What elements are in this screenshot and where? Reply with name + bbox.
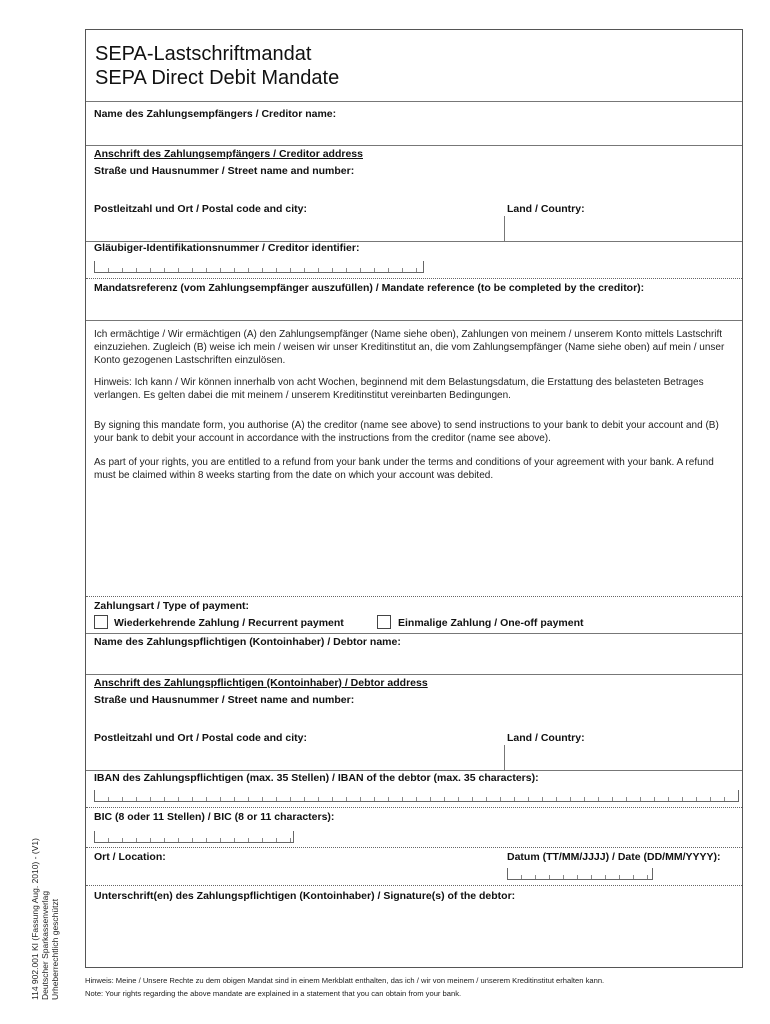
date-input[interactable] (507, 868, 653, 880)
form-title-de: SEPA-Lastschriftmandat (95, 43, 312, 65)
iban-label: IBAN des Zahlungspflichtigen (max. 35 Stellen) / IBAN of the debtor (max. 35 characters): (94, 772, 539, 784)
mandate-reference-label: Mandatsreferenz (vom Zahlungsempfänger auszufüllen) / Mandate reference (to be completed by the creditor): (94, 282, 645, 294)
creditor-postal-label[interactable]: Postleitzahl und Ort / Postal code and city: (94, 203, 307, 215)
date-label: Datum (TT/MM/JJJJ) / Date (DD/MM/YYYY): (507, 851, 721, 863)
mandate-text-en: By signing this mandate form, you authorise (A) the creditor (name see above) to send instructions to your bank to debit your account and (B) your bank to debit your account in accordance with the instructions from the creditor (name see above). (94, 420, 719, 444)
debtor-address-heading: Anschrift des Zahlungspflichtigen (Kontoinhaber) / Debtor address (94, 677, 428, 689)
recurrent-payment-checkbox[interactable] (94, 615, 108, 629)
oneoff-payment-checkbox[interactable] (377, 615, 391, 629)
signature-label[interactable]: Unterschrift(en) des Zahlungspflichtigen (Kontoinhaber) / Signature(s) of the debtor: (94, 890, 516, 902)
creditor-identifier-input[interactable] (94, 261, 424, 273)
divider (504, 216, 505, 241)
debtor-country-label[interactable]: Land / Country: (507, 732, 585, 744)
debtor-street-label[interactable]: Straße und Hausnummer / Street name and number: (94, 694, 355, 706)
publisher: Deutscher Sparkassenverlag (40, 890, 50, 1000)
form-title-en: SEPA Direct Debit Mandate (95, 67, 340, 89)
creditor-name-field[interactable] (86, 145, 742, 146)
footer-note-en: Note: Your rights regarding the above mandate are explained in a statement that you can obtain from your bank. (85, 989, 462, 998)
creditor-identifier-label: Gläubiger-Identifikationsnummer / Creditor identifier: (94, 242, 360, 254)
form-title (95, 42, 339, 90)
refund-note-de: Hinweis: Ich kann / Wir können innerhalb von acht Wochen, beginnend mit dem Belastungsdatum, die Erstattung des belasteten Betrages verlangen. Es gelten dabei die mit meinem / unserem Kreditinstitut vereinbarten Bedingungen. (94, 377, 704, 401)
divider (86, 596, 742, 597)
location-label[interactable]: Ort / Location: (94, 851, 166, 863)
creditor-country-label[interactable]: Land / Country: (507, 203, 585, 215)
divider (86, 807, 742, 808)
divider (86, 101, 742, 102)
divider (86, 847, 742, 848)
form-reference-side-text (30, 838, 60, 1000)
sepa-mandate-form (85, 29, 743, 968)
footer-note-de: Hinweis: Meine / Unsere Rechte zu dem obigen Mandat sind in einem Merkblatt enthalten, das ich / wir von meinem / unserem Kreditinstitut erhalten kann. (85, 976, 605, 985)
oneoff-payment-label: Einmalige Zahlung / One-off payment (398, 617, 584, 629)
recurrent-payment-label: Wiederkehrende Zahlung / Recurrent payment (114, 617, 344, 629)
debtor-name-field[interactable] (86, 674, 742, 675)
mandate-reference-field[interactable] (86, 320, 742, 321)
creditor-name-label: Name des Zahlungsempfängers / Creditor name: (94, 108, 337, 120)
divider (504, 745, 505, 770)
bic-label: BIC (8 oder 11 Stellen) / BIC (8 or 11 characters): (94, 811, 335, 823)
debtor-postal-label[interactable]: Postleitzahl und Ort / Postal code and city: (94, 732, 307, 744)
payment-type-label: Zahlungsart / Type of payment: (94, 600, 249, 612)
form-number: 114 902.001 KI (Fassung Aug. 2010) - (V1) (30, 838, 40, 1000)
divider (86, 885, 742, 886)
divider (86, 278, 742, 279)
debtor-name-label: Name des Zahlungspflichtigen (Kontoinhaber) / Debtor name: (94, 636, 401, 648)
creditor-street-label[interactable]: Straße und Hausnummer / Street name and number: (94, 165, 355, 177)
refund-note-en: As part of your rights, you are entitled to a refund from your bank under the terms and conditions of your agreement with your bank. A refund must be claimed within 8 weeks starting from the date on which your account was debited. (94, 457, 714, 481)
divider (86, 770, 742, 771)
bic-input[interactable] (94, 831, 294, 843)
iban-input[interactable] (94, 790, 739, 802)
creditor-address-heading: Anschrift des Zahlungsempfängers / Creditor address (94, 148, 363, 160)
copyright-note: Urheberrechtlich geschützt (50, 898, 60, 1000)
divider (86, 633, 742, 634)
mandate-text-de: Ich ermächtige / Wir ermächtigen (A) den Zahlungsempfänger (Name siehe oben), Zahlungen von meinem / unserem Konto mittels Lastschrift einzuziehen. Zugleich (B) weise ich mein / weisen wir unser Kreditinstitut an, die vom Zahlungsempfänger (Name siehe oben) auf mein / unser Konto gezogenen Lastschriften einzulösen. (94, 329, 725, 366)
